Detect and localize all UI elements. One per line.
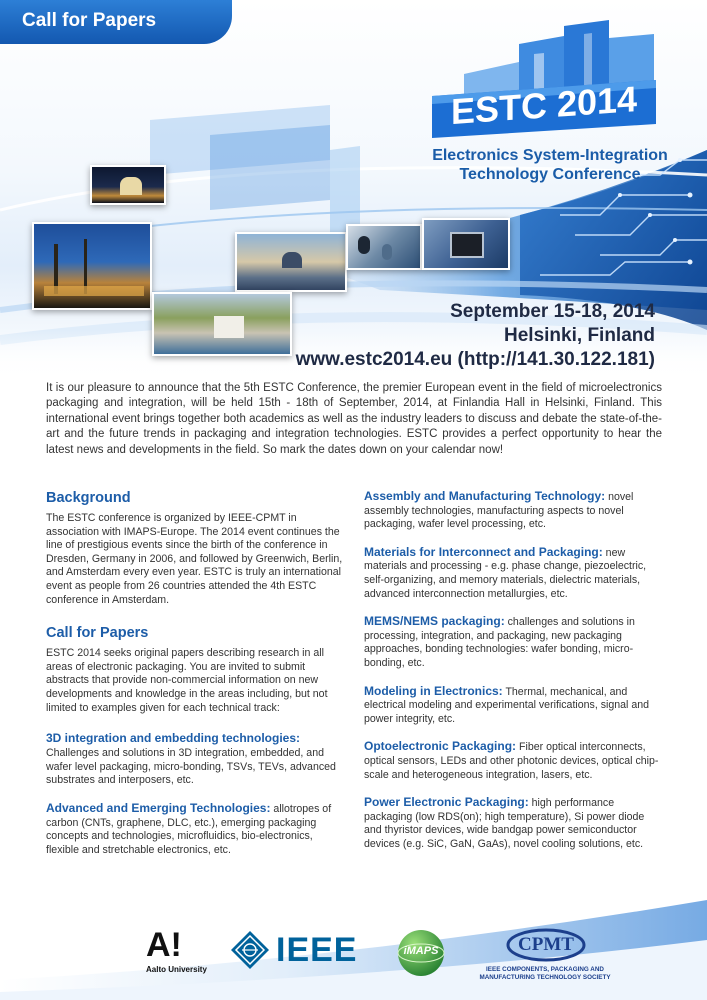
aalto-mark: A! xyxy=(146,926,182,964)
track-paragraph xyxy=(364,490,664,532)
tab-label: Call for Papers xyxy=(22,10,157,31)
track-title: Modeling in Electronics: xyxy=(364,683,503,698)
track-text: allotropes of carbon (CNTs, graphene, DLC, etc.), emerging packaging concepts and technologies, microfluidics, bio-electronics, flexible and stretchable electronics, etc. xyxy=(46,802,332,856)
cpmt-caption-line1: IEEE COMPONENTS, PACKAGING AND xyxy=(486,966,604,973)
track-title: Materials for Interconnect and Packaging: xyxy=(364,544,603,559)
right-column xyxy=(364,490,664,865)
track-paragraph xyxy=(364,685,664,727)
track-materials-interconnect xyxy=(364,546,664,601)
intro-paragraph: It is our pleasure to announce that the 5th ESTC Conference, the premier European event in the field of microelectronics packaging and integration, will be held 15th - 18th of September, 2014, at Finlandia Hall in Helsinki, Finland. This international event brings together both academics as well as the industry leaders to discuss and debate the state-of-the-art and the future trends in packaging and integration technologies. ESTC provides a perfect opportunity to hear the latest news and developments in the field. So mark the dates down on your calendar now! xyxy=(46,382,662,456)
track-title: Assembly and Manufacturing Technology: xyxy=(364,489,606,503)
track-paragraph xyxy=(364,740,664,782)
ieee-logo xyxy=(230,930,370,970)
cfp-heading: Call for Papers xyxy=(46,625,149,642)
photo-harbor-night xyxy=(32,222,152,310)
photo-circuit-components xyxy=(346,224,422,270)
cfp-section xyxy=(46,625,346,715)
logo-text: ESTC 2014 xyxy=(450,78,638,133)
track-power-electronic xyxy=(364,796,664,851)
event-info xyxy=(296,300,655,372)
track-text: challenges and solutions in processing, integration, and packaging, new packaging approaches, bonding technologies: wafer bonding, micro-bonding, etc. xyxy=(364,616,635,669)
imaps-wordmark: iMAPS xyxy=(403,945,439,957)
conference-name-line2: Technology Conference xyxy=(459,166,641,183)
track-text: high performance packaging (low RDS(on); high temperature), Si power diode and thyristor devices, wide bandgap power semiconductor devices (e.g. SiC, GaN, GaAs), novel cooling solutions, etc. xyxy=(364,797,645,850)
track-text: Fiber optical interconnects, optical sensors, LEDs and other photonic devices, optical chip-scale and heterogeneous integration, lasers, etc. xyxy=(364,741,659,781)
photo-helsinki-aerial xyxy=(152,292,292,356)
track-title: Optoelectronic Packaging: xyxy=(364,739,517,754)
track-mems-nems xyxy=(364,615,664,670)
background-text: The ESTC conference is organized by IEEE-CPMT in association with IMAPS-Europe. The 2014 event continues the line of prestigious events since the birth of the conference in Dresden, Germany in 2006, and followed by Greenwich, Berlin, and Amsterdam every even year. ESTC is truly an international event as people from 26 countries attended the 4th ESTC conference in Amsterdam. xyxy=(46,512,343,606)
cpmt-caption-line2: MANUFACTURING TECHNOLOGY SOCIETY xyxy=(479,974,611,981)
cfp-text: ESTC 2014 seeks original papers describing research in all areas of electronic packaging. You are invited to submit abstracts that provide non-commercial information on new developments and knowledge in the areas including, but not limited to examples given for each technical track: xyxy=(46,647,328,714)
background-heading: Background xyxy=(46,490,131,506)
track-text: Thermal, mechanical, and electrical modeling and experimental verifications, signal and power integrity, etc. xyxy=(364,685,650,725)
track-paragraph xyxy=(364,615,664,670)
aalto-university-logo xyxy=(146,928,216,980)
conference-name xyxy=(400,146,700,184)
track-title: MEMS/NEMS packaging: xyxy=(364,614,505,629)
track-assembly-manufacturing xyxy=(364,490,664,532)
track-optoelectronic xyxy=(364,740,664,782)
hero-banner xyxy=(0,0,707,380)
imaps-logo xyxy=(396,928,446,978)
event-website[interactable]: www.estc2014.eu (http://141.30.122.181) xyxy=(295,349,655,370)
track-title: 3D integration and embedding technologies: xyxy=(46,731,301,746)
photo-cathedral-sunset xyxy=(235,232,347,292)
track-paragraph xyxy=(364,796,664,851)
cpmt-wordmark: CPMT xyxy=(518,934,574,955)
track-modeling xyxy=(364,685,664,727)
estc-2014-logo xyxy=(424,14,674,144)
ieee-diamond-icon xyxy=(230,930,270,970)
event-dates: September 15-18, 2014 xyxy=(450,301,655,322)
cpmt-logo xyxy=(470,928,620,988)
track-advanced-emerging xyxy=(46,802,346,857)
track-title: Power Electronic Packaging: xyxy=(364,795,529,810)
left-column xyxy=(46,490,346,871)
track-text: new materials and processing - e.g. phase change, piezoelectric, self-organizing, and memory materials, dielectric materials, advanced interconnection metallurgies, etc. xyxy=(364,546,647,600)
photo-microchip xyxy=(422,218,510,270)
track-title: Advanced and Emerging Technologies: xyxy=(46,800,271,815)
event-location: Helsinki, Finland xyxy=(504,325,655,346)
track-paragraph xyxy=(46,802,346,857)
photo-night-cathedral xyxy=(90,165,166,205)
track-text: Challenges and solutions in 3D integration, embedded, and wafer level packaging, micro-bonding, TSVs, TEVs, advanced substrates and interposers, etc. xyxy=(46,747,336,787)
ieee-wordmark: IEEE xyxy=(276,931,358,969)
track-text: novel assembly technologies, manufacturing aspects to novel packaging, wafer level processing, etc. xyxy=(364,491,634,531)
conference-name-line1: Electronics System-Integration xyxy=(432,147,668,164)
track-3d-integration xyxy=(46,731,346,788)
track-paragraph xyxy=(364,546,664,601)
aalto-name: Aalto University xyxy=(146,965,207,974)
background-section xyxy=(46,490,346,607)
call-for-papers-tab xyxy=(0,0,232,44)
